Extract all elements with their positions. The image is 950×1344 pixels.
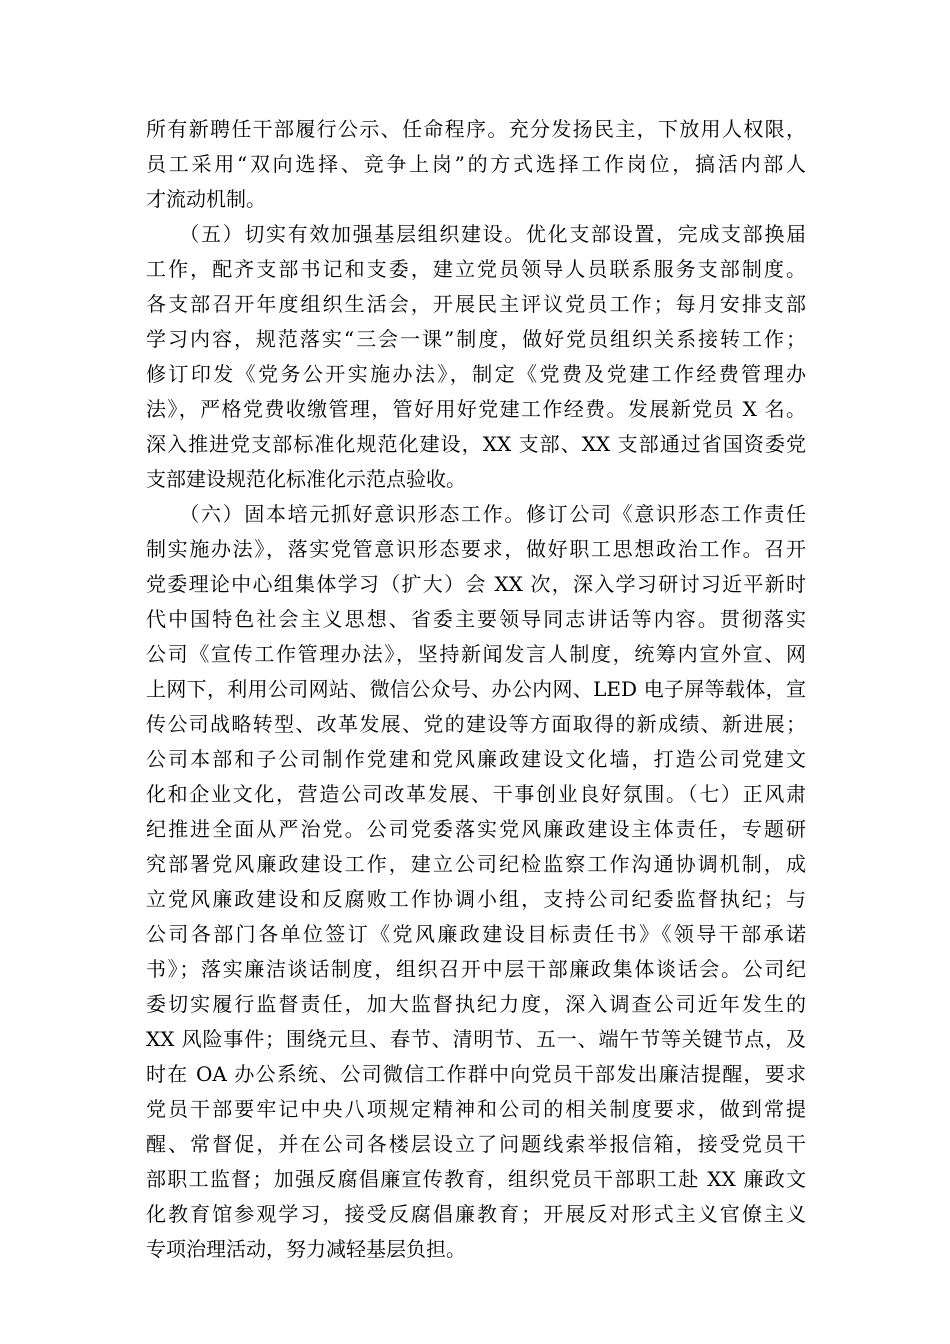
- text-line: 传公司战略转型、改革发展、党的建设等方面取得的新成绩、新进展；: [146, 712, 806, 736]
- paragraph-3: [146, 497, 806, 1267]
- text-line: 时在 OA 办公系统、公司微信工作群中向党员干部发出廉洁提醒，要求: [146, 1062, 806, 1086]
- text-line: 学习内容，规范落实“三会一课”制度，做好党员组织关系接转工作；: [146, 327, 806, 351]
- text-line: 员工采用“双向选择、竞争上岗”的方式选择工作岗位，搞活内部人: [146, 152, 806, 176]
- text-line: （五）切实有效加强基层组织建设。优化支部设置，完成支部换届: [146, 222, 806, 246]
- text-line: 才流动机制。: [146, 187, 266, 211]
- text-line: 究部署党风廉政建设工作，建立公司纪检监察工作沟通协调机制，成: [146, 852, 806, 876]
- text-line: 书》；落实廉洁谈话制度，组织召开中层干部廉政集体谈话会。公司纪: [146, 957, 806, 981]
- text-line: 修订印发《党务公开实施办法》，制定《党费及党建工作经费管理办: [146, 362, 806, 386]
- text-line: 深入推进党支部标准化规范化建设，XX 支部、XX 支部通过省国资委党: [146, 432, 806, 456]
- text-line: 上网下，利用公司网站、微信公众号、办公内网、LED 电子屏等载体，宣: [146, 677, 806, 701]
- text-line: XX 风险事件；围绕元旦、春节、清明节、五一、端午节等关键节点，及: [146, 1027, 806, 1051]
- text-line: 立党风廉政建设和反腐败工作协调小组，支持公司纪委监督执纪；与: [146, 887, 806, 911]
- text-line: 支部建设规范化标准化示范点验收。: [146, 467, 466, 491]
- paragraph-2: [146, 217, 806, 497]
- text-line: 公司各部门各单位签订《党风廉政建设目标责任书》《领导干部承诺: [146, 922, 806, 946]
- text-line: 法》，严格党费收缴管理，管好用好党建工作经费。发展新党员 X 名。: [146, 397, 806, 421]
- text-line: 工作，配齐支部书记和支委，建立党员领导人员联系服务支部制度。: [146, 257, 806, 281]
- text-line: 纪推进全面从严治党。公司党委落实党风廉政建设主体责任，专题研: [146, 817, 806, 841]
- paragraph-1: [146, 112, 806, 217]
- text-line: 制实施办法》，落实党管意识形态要求，做好职工思想政治工作。召开: [146, 537, 806, 561]
- text-line: 代中国特色社会主义思想、省委主要领导同志讲话等内容。贯彻落实: [146, 607, 806, 631]
- text-line: 醒、常督促，并在公司各楼层设立了问题线索举报信箱，接受党员干: [146, 1132, 806, 1156]
- text-line: 所有新聘任干部履行公示、任命程序。充分发扬民主，下放用人权限，: [146, 117, 806, 141]
- text-line: 部职工监督；加强反腐倡廉宣传教育，组织党员干部职工赴 XX 廉政文: [146, 1167, 806, 1191]
- document-body: [146, 112, 806, 1267]
- text-line: 专项治理活动，努力减轻基层负担。: [146, 1237, 466, 1261]
- text-line: 公司《宣传工作管理办法》，坚持新闻发言人制度，统筹内宣外宣、网: [146, 642, 806, 666]
- text-line: （六）固本培元抓好意识形态工作。修订公司《意识形态工作责任: [146, 502, 806, 526]
- text-line: 党员干部要牢记中央八项规定精神和公司的相关制度要求，做到常提: [146, 1097, 806, 1121]
- text-line: 化和企业文化，营造公司改革发展、干事创业良好氛围。（七）正风肃: [146, 782, 806, 806]
- text-line: 党委理论中心组集体学习（扩大）会 XX 次，深入学习研讨习近平新时: [146, 572, 806, 596]
- text-line: 委切实履行监督责任，加大监督执纪力度，深入调查公司近年发生的: [146, 992, 806, 1016]
- text-line: 各支部召开年度组织生活会，开展民主评议党员工作；每月安排支部: [146, 292, 806, 316]
- text-line: 公司本部和子公司制作党建和党风廉政建设文化墙，打造公司党建文: [146, 747, 806, 771]
- text-line: 化教育馆参观学习，接受反腐倡廉教育；开展反对形式主义官僚主义: [146, 1202, 806, 1226]
